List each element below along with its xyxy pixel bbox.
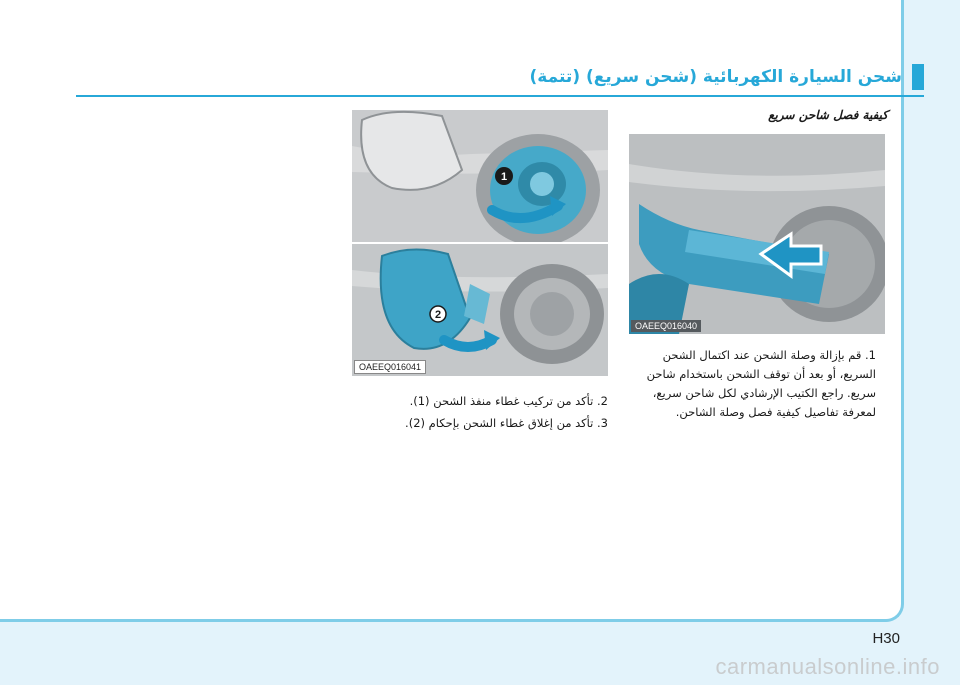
page-number: H30: [872, 630, 900, 647]
page-title: شحن السيارة الكهربائية (شحن سريع) (تتمة): [529, 67, 902, 87]
figure-code-right: OAEEQ016040: [631, 320, 701, 332]
header-rule: [76, 95, 924, 97]
watermark: carmanualsonline.info: [715, 654, 940, 679]
callout-1-label: 1: [500, 171, 508, 183]
port-door-illustration: [352, 244, 608, 376]
figure-port-door-close: [352, 244, 608, 376]
step-2: 2. تأكد من تركيب غطاء منفذ الشحن (1).: [409, 394, 608, 408]
header-accent-bar: [912, 64, 924, 90]
connector-illustration: [629, 134, 885, 334]
section-header: [530, 64, 924, 90]
steps-right: [646, 346, 876, 425]
step-1: 1. قم بإزالة وصلة الشحن عند اكتمال الشحن السريع، أو بعد أن توقف الشحن باستخدام شاحن سريع. راجع الكتيب الإرشادي لكل شاحن سريع، لمعرفة تفاصيل كيفية فصل وصلة الشاحن.: [646, 348, 876, 419]
figure-port-cap-open: [352, 110, 608, 242]
steps-left: [352, 392, 608, 436]
step-3: 3. تأكد من إغلاق غطاء الشحن بإحكام (2).: [405, 416, 608, 430]
figure-code-left: OAEEQ016041: [354, 360, 426, 374]
port-cap-illustration: [352, 110, 608, 242]
section-subtitle: كيفية فصل شاحن سريع: [768, 108, 888, 122]
figure-connector-removal: [629, 134, 885, 334]
callout-2-label: 2: [434, 309, 442, 321]
